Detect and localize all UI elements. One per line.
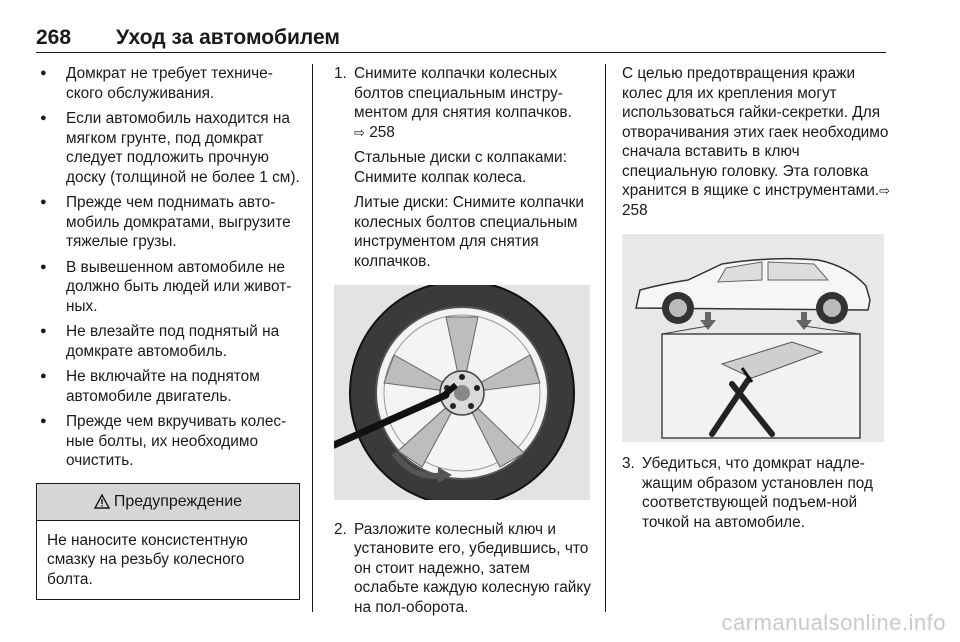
- wheel-wrench-illustration: [334, 285, 590, 500]
- warning-title: Предупреждение: [113, 492, 243, 510]
- step-2: [334, 520, 598, 618]
- list-item: ● Домкрат не требует техниче-ского обслуживания.: [36, 64, 300, 103]
- column-divider: [605, 64, 606, 612]
- list-item: ● Если автомобиль находится на мягком грунте, под домкрат следует подложить прочную доску (толщиной не более 1 см).: [36, 109, 300, 187]
- page-reference[interactable]: 258: [622, 201, 648, 219]
- alloy-rims-note: Литые диски: Снимите колпачки колесных болтов специальным инструментом для снятия колпачков.: [354, 194, 584, 270]
- step-number: 3.: [622, 455, 635, 472]
- list-item: ● Не влезайте под поднятый на домкрате автомобиль.: [36, 322, 300, 361]
- list-item: ● Не включайте на поднятом автомобиле двигатель.: [36, 367, 300, 406]
- column-left: [36, 64, 300, 600]
- warning-triangle-icon: [94, 494, 110, 509]
- list-item: ● Прежде чем вкручивать колес-ные болты, их необходимо очистить.: [36, 412, 300, 471]
- step-text: Разложите колесный ключ и установите его, убедившись, что он стоит надежно, затем ослабьте каждую колесную гайку на пол-оборота.: [354, 520, 591, 616]
- precautions-list: [36, 64, 300, 471]
- chapter-title: Уход за автомобилем: [116, 26, 340, 49]
- list-item: ● В вывешенном автомобиле не должно быть людей или живот-ных.: [36, 258, 300, 317]
- steel-rims-note: Стальные диски с колпаками: Снимите колпак колеса.: [354, 149, 567, 186]
- step-3: [622, 454, 894, 532]
- warning-header: [37, 484, 299, 521]
- jack-point-illustration: [622, 234, 884, 442]
- column-right: [622, 64, 894, 536]
- warning-box: [36, 483, 300, 601]
- page-reference-icon: ⇨: [879, 183, 891, 198]
- step-text: Убедиться, что домкрат надле-жащим образом установлен под соответствующей подъем-ной точкой на автомобиле.: [642, 455, 873, 531]
- list-item: ● Прежде чем поднимать авто-мобиль домкратами, выгрузите тяжелые грузы.: [36, 193, 300, 252]
- column-divider: [312, 64, 313, 612]
- locking-nuts-paragraph: [622, 64, 894, 220]
- watermark: carmanualsonline.info: [721, 610, 946, 635]
- page-header: [36, 26, 886, 53]
- page-reference[interactable]: 258: [369, 123, 395, 141]
- paragraph-text: С целью предотвращения кражи колес для их крепления могут использоваться гайки-секретки. Для отворачивания этих гаек необходимо сначала вставить в ключ специальную головку. Эта головка хранится в ящике с инструментами.: [622, 65, 889, 199]
- column-middle: [334, 64, 598, 621]
- step-1: [334, 64, 598, 271]
- step-number: 1.: [334, 65, 347, 82]
- warning-text: Не наносите консистентную смазку на резьбу колесного болта.: [47, 531, 248, 588]
- step-text: Снимите колпачки колесных болтов специальным инстру-ментом для снятия колпачков.: [354, 65, 572, 121]
- step-number: 2.: [334, 520, 347, 538]
- page-reference-icon: ⇨: [354, 124, 365, 140]
- page-number: 268: [36, 26, 72, 49]
